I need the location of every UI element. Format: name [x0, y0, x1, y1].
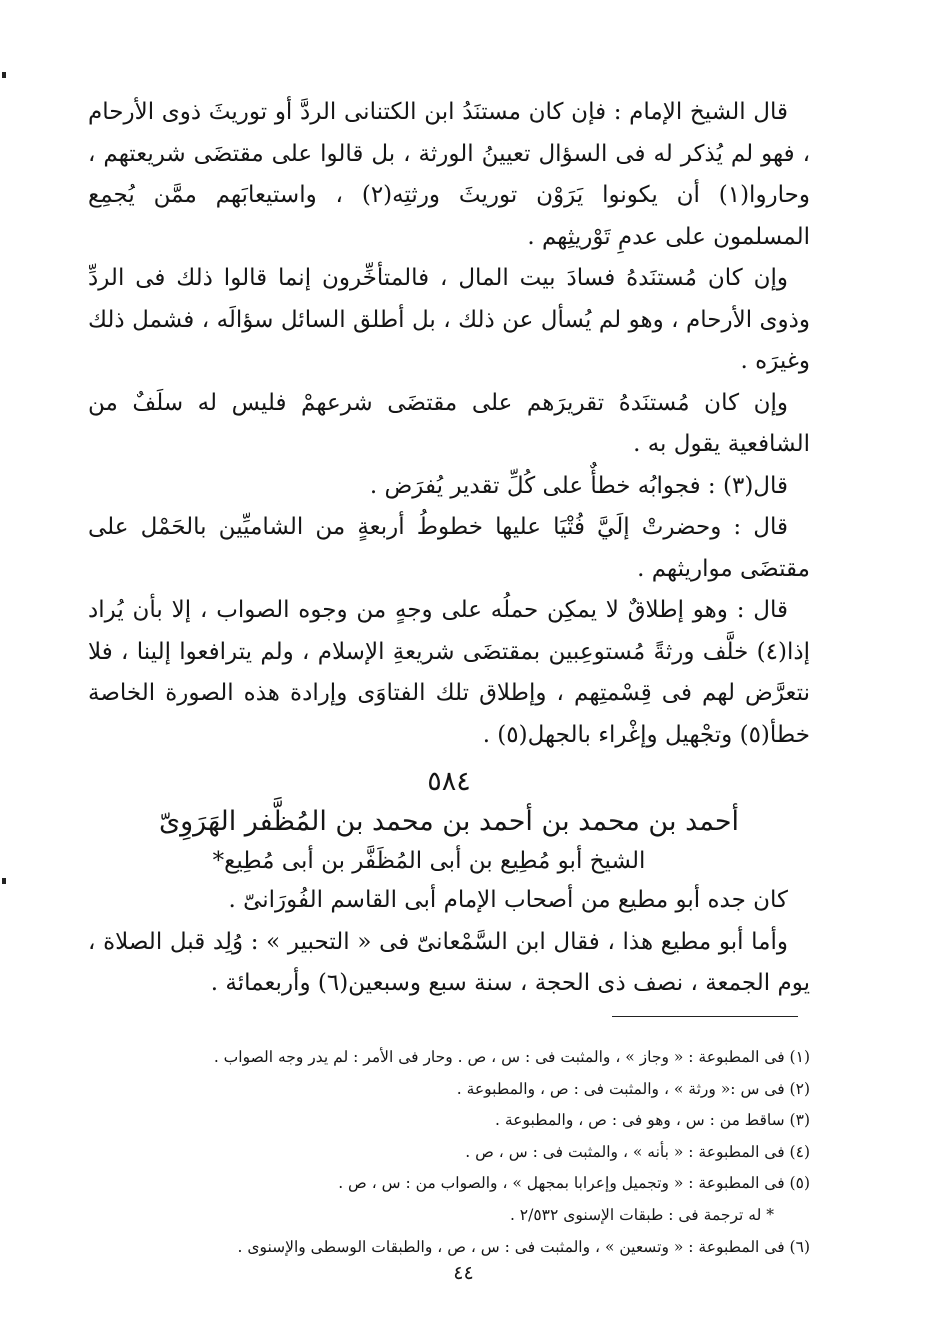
- body-paragraph: قال : وهو إطلاقٌ لا يمكِن حملُه على وجهٍ من وجوه الصواب ، إلا بأن يُراد إذا(٤) خلَّف ورثةً مُستوعِبين بمقتضَى شريعةِ الإسلام ، ولم يترافعوا إلينا ، فلا نتعرَّض لهم فى قِسْمتِهم ، وإطلاق تلك الفتاوَى وإرادة هذه الصورة الخاصة خطأ(٥) وتجْهيل وإغْراء بالجهل(٥) .: [88, 597, 810, 748]
- main-text: [88, 92, 810, 1005]
- entry-paragraph: وأما أبو مطيع هذا ، فقال ابن السَّمْعانىّ فى « التحبير » : وُلِد قبل الصلاة ، يوم الجمعة ، نصف ذى الحجة ، سنة سبع وسبعين(٦) وأربعمائة .: [88, 928, 810, 996]
- entry-paragraph: كان جده أبو مطيع من أصحاب الإمام أبى القاسم الفُورَانىّ .: [228, 887, 788, 913]
- body-paragraph: قال(٣) : فجوابُه خطأٌ على كُلِّ تقدير يُفرَض .: [369, 472, 788, 499]
- footnote: * له ترجمة فى : طبقات الإسنوى ٢/٥٣٢ .: [509, 1205, 774, 1224]
- footnotes: [120, 1042, 810, 1263]
- footnote: (١) فى المطبوعة : « وجاز » ، والمثبت فى : س ، ص . وحار فى الأمر : لم يدر وجه الصواب .: [213, 1048, 810, 1066]
- body-paragraph: قال : وحضرتْ إلَيَّ فُتْيَا عليها خطوطُ أربعةٍ من الشاميِّين بالحَمْل على مقتضَى مواريثهم .: [88, 514, 810, 582]
- margin-mark: [2, 72, 6, 78]
- entry-name: أحمد بن محمد بن أحمد بن محمد بن المُظَّفر الهَرَوِىّ: [158, 806, 740, 837]
- footnote: (٦) فى المطبوعة : « وتسعين » ، والمثبت فى : س ، ص ، والطبقات الوسطى والإسنوى .: [237, 1237, 810, 1256]
- body-paragraph: وإن كان مُستنَدهُ تقريرَهم على مقتضَى شرعهمْ فليس له سلَفٌ من الشافعية يقول به .: [88, 389, 810, 457]
- page-number: ٤٤: [453, 1262, 474, 1284]
- entry-kunya: الشيخ أبو مُطِيع بن أبى المُظَفَّر بن أبى مُطِيع*: [212, 848, 646, 874]
- entry-number: ٥٨٤: [427, 766, 471, 797]
- footnote: (٤) فى المطبوعة : « بأنه » ، والمثبت فى : س ، ص .: [465, 1142, 810, 1161]
- footnote-divider: [612, 1016, 798, 1017]
- footnote: (٢) فى س :« ورثة » ، والمثبت فى : ص ، والمطبوعة .: [456, 1079, 810, 1098]
- footnote: (٥) فى المطبوعة : « وتجميل وإعرابا بمجهل » ، والصواب من : س ، ص .: [338, 1174, 810, 1193]
- margin-mark: [2, 878, 6, 884]
- footnote: (٣) ساقط من : س ، وهو فى : ص ، والمطبوعة .: [495, 1111, 810, 1130]
- body-paragraph: قال الشيخ الإمام : فإن كان مستنَدُ ابن الكتنانى الردَّ أو توريثَ ذوى الأرحام ، فهو لم يُذكر له فى السؤال تعيينُ الورثة ، بل قالوا على مقتضَى شريعتهم ، وحاروا(١) أن يكونوا يَرَوْن توريثَ ورثتِه(٢) ، واستيعابَهم ممَّن يُجمِع المسلمون على عدمِ تَوْريثِهم .: [88, 99, 810, 250]
- body-paragraph: وإن كان مُستنَدهُ فسادَ بيت المال ، فالمتأخِّرون إنما قالوا ذلك فى الردِّ وذوى الأرحام ، وهو لم يُسأل عن ذلك ، بل أطلق السائل سؤالَه ، فشمل ذلك وغيرَه .: [88, 265, 810, 374]
